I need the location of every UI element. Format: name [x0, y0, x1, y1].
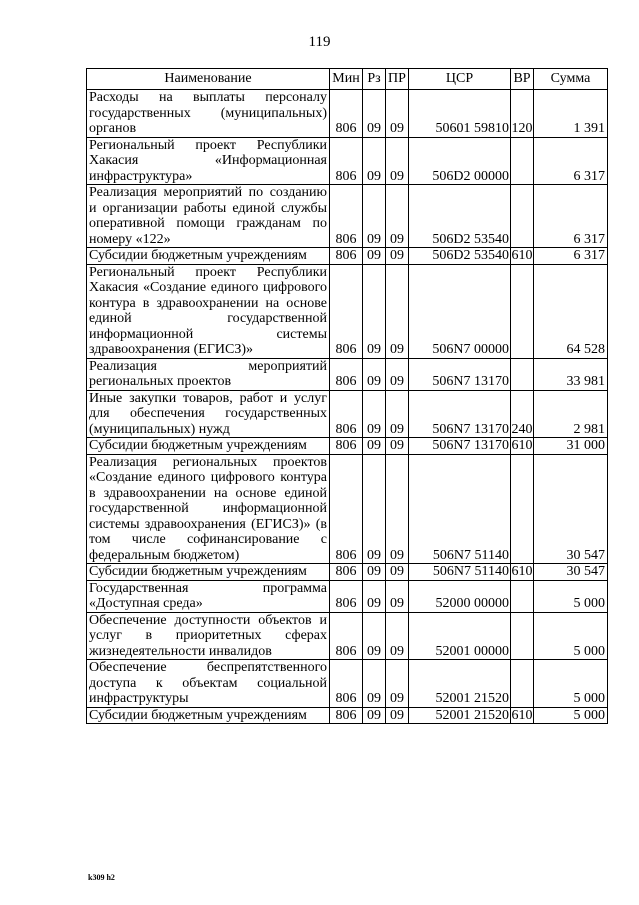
row-csr: 52001 00000 — [409, 612, 511, 660]
row-sum: 5 000 — [534, 707, 608, 724]
table-row — [87, 438, 608, 455]
row-min: 806 — [330, 454, 363, 564]
row-csr: 506D2 53540 — [409, 248, 511, 265]
row-pr: 09 — [386, 390, 409, 438]
row-name: Региональный проект Республики Хакасия «Создание единого цифрового контура в здравоохранении на основе единой государственной информационной системы здравоохранения (ЕГИСЗ)» — [87, 264, 330, 358]
row-name: Расходы на выплаты персоналу государственных (муниципальных) органов — [87, 90, 330, 138]
row-name: Реализация мероприятий региональных проектов — [87, 358, 330, 390]
table-header-row — [87, 69, 608, 90]
row-vr: 120 — [511, 90, 534, 138]
row-pr: 09 — [386, 580, 409, 612]
row-csr: 506N7 51140 — [409, 564, 511, 581]
table-row — [87, 390, 608, 438]
row-pr: 09 — [386, 358, 409, 390]
row-pr: 09 — [386, 264, 409, 358]
row-rz: 09 — [363, 137, 386, 185]
row-pr: 09 — [386, 660, 409, 708]
row-csr: 506N7 51140 — [409, 454, 511, 564]
row-name: Субсидии бюджетным учреждениям — [87, 438, 330, 455]
row-rz: 09 — [363, 390, 386, 438]
row-rz: 09 — [363, 90, 386, 138]
row-pr: 09 — [386, 438, 409, 455]
table-row — [87, 185, 608, 248]
header-vr: ВР — [511, 69, 534, 90]
footer-code: k309 h2 — [88, 873, 115, 882]
row-min: 806 — [330, 137, 363, 185]
row-sum: 6 317 — [534, 248, 608, 265]
row-csr: 52000 00000 — [409, 580, 511, 612]
row-min: 806 — [330, 707, 363, 724]
row-min: 806 — [330, 390, 363, 438]
row-csr: 506N7 00000 — [409, 264, 511, 358]
row-pr: 09 — [386, 137, 409, 185]
row-min: 806 — [330, 580, 363, 612]
row-pr: 09 — [386, 185, 409, 248]
table-row — [87, 358, 608, 390]
row-min: 806 — [330, 612, 363, 660]
row-name: Обеспечение доступности объектов и услуг в приоритетных сферах жизнедеятельности инвалидов — [87, 612, 330, 660]
table-row — [87, 90, 608, 138]
row-min: 806 — [330, 438, 363, 455]
row-rz: 09 — [363, 248, 386, 265]
row-csr: 50601 59810 — [409, 90, 511, 138]
row-min: 806 — [330, 248, 363, 265]
row-vr — [511, 137, 534, 185]
row-rz: 09 — [363, 564, 386, 581]
table-row — [87, 264, 608, 358]
row-sum: 5 000 — [534, 612, 608, 660]
row-csr: 506D2 00000 — [409, 137, 511, 185]
header-rz: Рз — [363, 69, 386, 90]
row-vr — [511, 264, 534, 358]
row-rz: 09 — [363, 358, 386, 390]
row-sum: 30 547 — [534, 454, 608, 564]
row-rz: 09 — [363, 660, 386, 708]
row-vr: 610 — [511, 248, 533, 263]
row-pr: 09 — [386, 612, 409, 660]
row-sum: 6 317 — [534, 185, 608, 248]
row-vr — [511, 660, 534, 708]
header-min: Мин — [330, 69, 363, 90]
row-sum: 5 000 — [534, 660, 608, 708]
row-vr — [511, 454, 534, 564]
row-rz: 09 — [363, 185, 386, 248]
row-min: 806 — [330, 660, 363, 708]
row-min: 806 — [330, 185, 363, 248]
row-csr: 52001 21520 — [409, 707, 511, 724]
table-row — [87, 564, 608, 581]
header-csr: ЦСР — [409, 69, 511, 90]
row-csr: 506D2 53540 — [409, 185, 511, 248]
row-sum: 1 391 — [534, 90, 608, 138]
row-rz: 09 — [363, 707, 386, 724]
header-pr: ПР — [386, 69, 409, 90]
table-row — [87, 707, 608, 724]
row-sum: 31 000 — [534, 438, 608, 455]
row-min: 806 — [330, 564, 363, 581]
row-vr — [511, 358, 534, 390]
row-csr: 506N7 13170 — [409, 358, 511, 390]
table-row — [87, 612, 608, 660]
row-sum: 33 981 — [534, 358, 608, 390]
row-name: Иные закупки товаров, работ и услуг для обеспечения государственных (муниципальных) нужд — [87, 390, 330, 438]
table-row — [87, 137, 608, 185]
page-number: 119 — [308, 34, 331, 50]
row-name: Реализация региональных проектов «Создание единого цифрового контура в здравоохранении на основе единой государственной информационной системы здравоохранения (ЕГИСЗ)» (в том числе софинансирование с федеральным бюджетом) — [87, 454, 330, 564]
table-row — [87, 454, 608, 564]
row-vr — [511, 185, 534, 248]
row-rz: 09 — [363, 612, 386, 660]
row-name: Субсидии бюджетным учреждениям — [87, 564, 330, 581]
row-vr: 610 — [511, 564, 533, 579]
row-vr: 240 — [511, 390, 534, 438]
row-rz: 09 — [363, 264, 386, 358]
table-row — [87, 248, 608, 265]
row-min: 806 — [330, 358, 363, 390]
row-name: Обеспечение беспрепятственного доступа к объектам социальной инфраструктуры — [87, 660, 330, 708]
table-row — [87, 660, 608, 708]
row-csr: 506N7 13170 — [409, 390, 511, 438]
table-row — [87, 580, 608, 612]
row-name: Субсидии бюджетным учреждениям — [87, 248, 330, 265]
row-sum: 6 317 — [534, 137, 608, 185]
row-rz: 09 — [363, 454, 386, 564]
budget-table — [86, 68, 608, 724]
row-name: Реализация мероприятий по созданию и организации работы единой службы оперативной помощи гражданам по номеру «122» — [87, 185, 330, 248]
row-rz: 09 — [363, 438, 386, 455]
row-vr: 610 — [511, 707, 533, 723]
row-pr: 09 — [386, 90, 409, 138]
row-pr: 09 — [386, 248, 409, 265]
row-csr: 506N7 13170 — [409, 438, 511, 455]
row-vr — [511, 580, 534, 612]
row-min: 806 — [330, 264, 363, 358]
row-rz: 09 — [363, 580, 386, 612]
header-name: Наименование — [87, 69, 330, 90]
row-min: 806 — [330, 90, 363, 138]
row-name: Субсидии бюджетным учреждениям — [87, 707, 330, 724]
header-sum: Сумма — [534, 69, 608, 90]
row-vr — [511, 612, 534, 660]
row-csr: 52001 21520 — [409, 660, 511, 708]
row-pr: 09 — [386, 707, 409, 724]
row-sum: 2 981 — [534, 390, 608, 438]
row-name: Государственная программа «Доступная среда» — [87, 580, 330, 612]
row-sum: 5 000 — [534, 580, 608, 612]
row-vr: 610 — [511, 438, 533, 453]
row-sum: 64 528 — [534, 264, 608, 358]
row-pr: 09 — [386, 564, 409, 581]
row-name: Региональный проект Республики Хакасия «Информационная инфраструктура» — [87, 137, 330, 185]
row-pr: 09 — [386, 454, 409, 564]
row-sum: 30 547 — [534, 564, 608, 581]
